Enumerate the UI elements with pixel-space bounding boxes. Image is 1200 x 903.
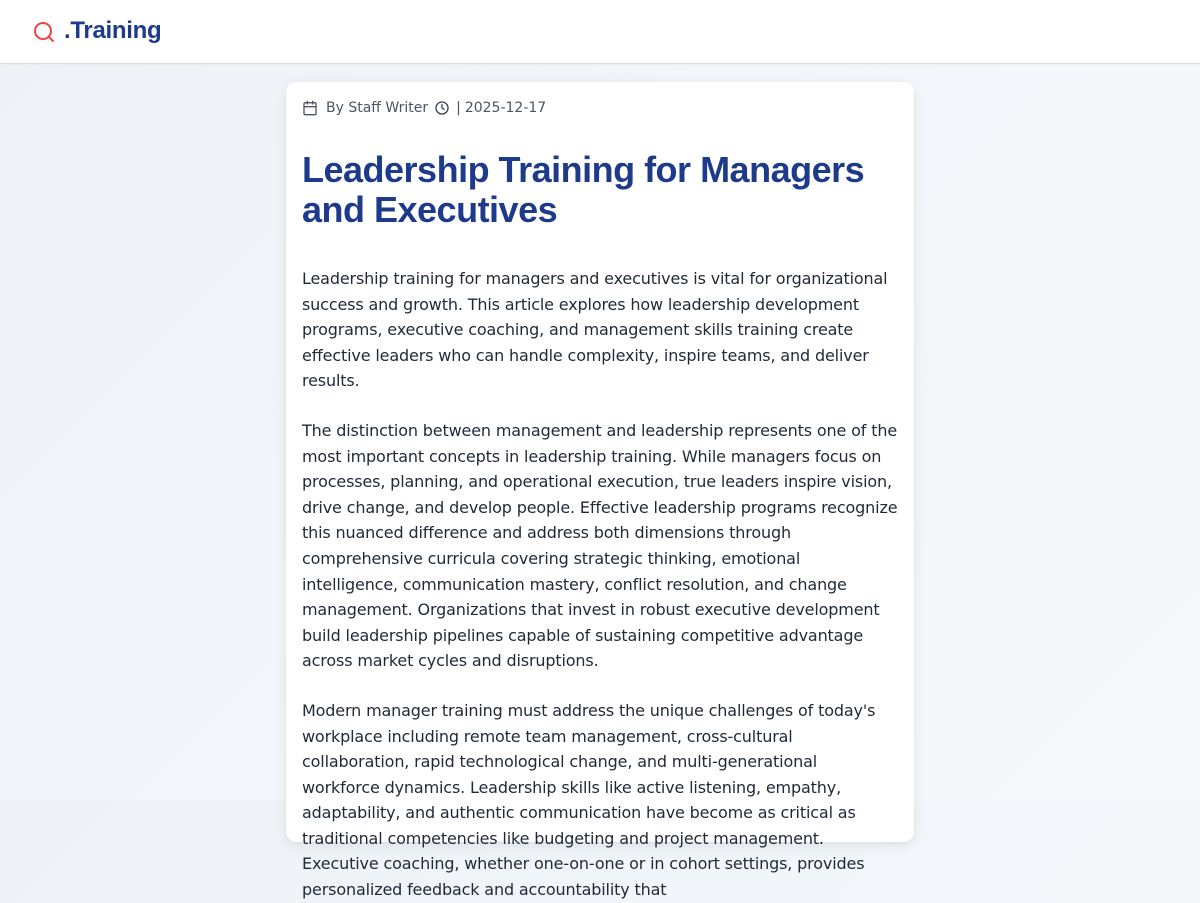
clock-icon — [434, 100, 450, 116]
article-paragraph: Modern manager training must address the unique challenges of today's workplace including remote team management, cross-cultural collaboration, rapid technological change, and multi-generational workforce dynamics. Leadership skills like active listening, empathy, adaptability, and authentic communication have become as critical as traditional competencies like budgeting and project management. Executive coaching, whether one-on-one or in cohort settings, provides personalized feedback and accountability that — [302, 700, 876, 900]
top-navigation-bar — [0, 0, 1200, 64]
article-title: Leadership Training for Managers and Executives — [302, 149, 865, 230]
article-date: 2025-12-17 — [464, 100, 547, 116]
site-logo-link[interactable] — [32, 17, 161, 45]
calendar-icon — [302, 100, 318, 116]
article-body — [302, 266, 898, 903]
meta-separator: | — [456, 100, 461, 116]
site-logo-text: .Training — [64, 17, 162, 44]
article-author: By Staff Writer — [326, 100, 429, 116]
article-card — [286, 82, 914, 900]
search-icon — [32, 20, 56, 44]
article-meta — [302, 98, 898, 118]
article-paragraph: The distinction between management and leadership represents one of the most important concepts in leadership training. While managers focus on processes, planning, and operational execution, true leaders inspire vision, drive change, and develop people. Effective leadership programs recognize this nuanced difference and address both dimensions through comprehensive curricula covering strategic thinking, emotional intelligence, communication mastery, conflict resolution, and change management. Organizations that invest in robust executive development build leadership pipelines capable of sustaining competitive advantage across market cycles and disruptions. — [302, 420, 898, 671]
article-paragraph: Leadership training for managers and executives is vital for organizational success and growth. This article explores how leadership development programs, executive coaching, and management skills training create effective leaders who can handle complexity, inspire teams, and deliver results. — [302, 269, 888, 391]
